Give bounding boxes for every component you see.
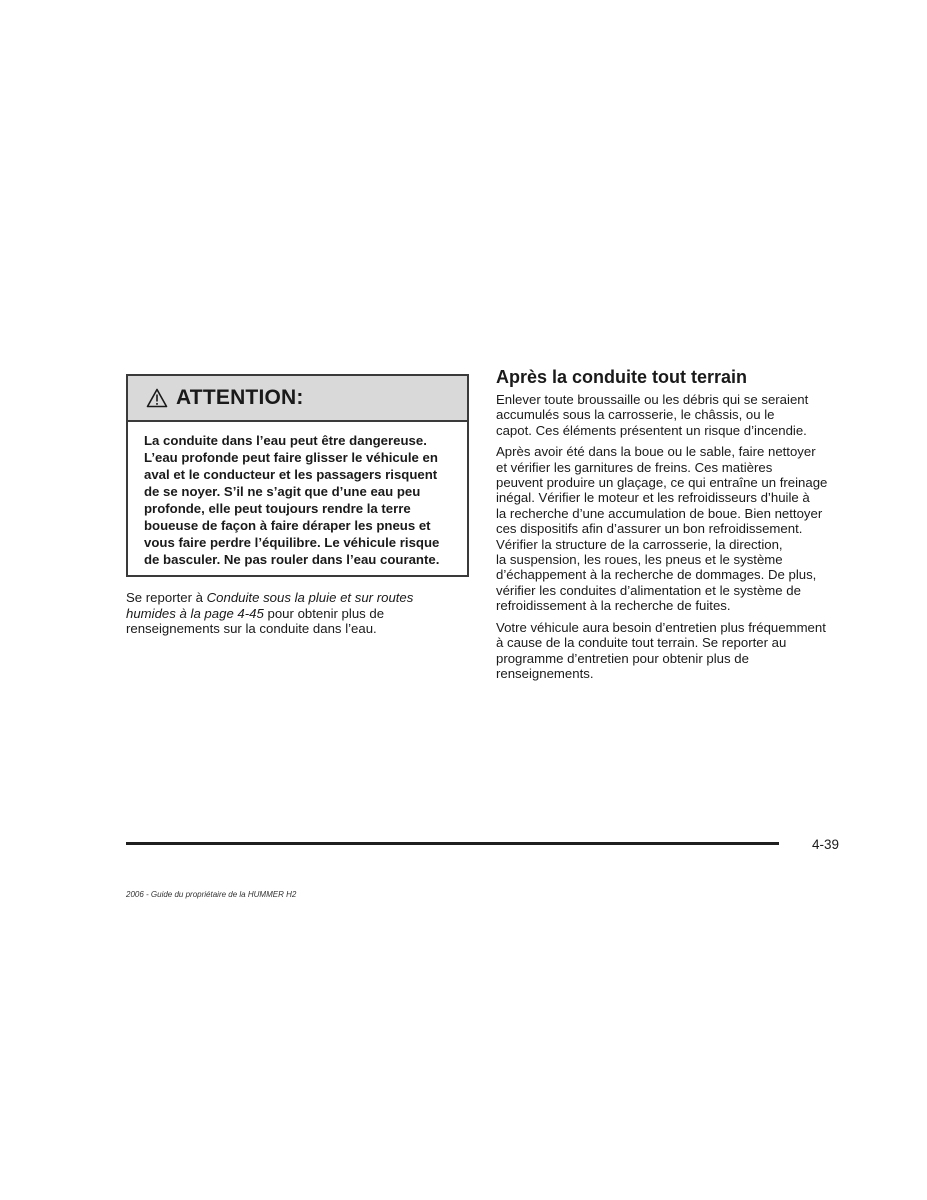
- warning-line: L’eau profonde peut faire glisser le véhicule en: [144, 450, 438, 465]
- page-number: 4-39: [812, 837, 840, 852]
- warning-line: La conduite dans l’eau peut être dangereuse.: [144, 433, 427, 448]
- cross-reference-line: renseignements sur la conduite dans l’eau.: [126, 621, 377, 636]
- cross-reference-paragraph: [126, 590, 471, 637]
- text-line: vérifier les conduites d’alimentation et le système de: [496, 582, 801, 598]
- text-line: renseignements.: [496, 665, 594, 681]
- text-line: à cause de la conduite tout terrain. Se reporter au: [496, 635, 787, 651]
- warning-line: boueuse de façon à faire déraper les pneus et: [144, 518, 431, 533]
- text-line: la recherche d’une accumulation de boue. Bien nettoyer: [496, 505, 823, 521]
- text-line: Enlever toute broussaille ou les débris qui se seraient: [496, 392, 809, 407]
- footer-rule: [126, 842, 779, 845]
- warning-triangle-icon: [146, 388, 168, 408]
- text-line: refroidissement à la recherche de fuites.: [496, 598, 731, 614]
- text-line: inégal. Vérifier le moteur et les refroidisseurs d’huile à: [496, 490, 810, 506]
- cross-reference-line: [126, 606, 471, 622]
- cross-reference-link[interactable]: Conduite sous la pluie et sur routes: [206, 590, 414, 605]
- warning-title: ATTENTION:: [176, 386, 304, 409]
- paragraph: [496, 620, 844, 682]
- cross-reference-suffix: pour obtenir plus de: [263, 605, 385, 621]
- footer-note: 2006 - Guide du propriétaire de la HUMMER H2: [126, 890, 297, 899]
- text-line: Après avoir été dans la boue ou le sable, faire nettoyer: [496, 444, 816, 460]
- cross-reference-link-page[interactable]: humides à la page 4-45: [126, 605, 264, 621]
- text-line: Vérifier la structure de la carrosserie, la direction,: [496, 536, 783, 552]
- attention-warning-box: [126, 374, 469, 577]
- text-line: programme d’entretien pour obtenir plus de: [496, 650, 749, 666]
- section-title: Après la conduite tout terrain: [496, 367, 748, 387]
- cross-reference-prefix: Se reporter à: [126, 590, 207, 605]
- text-line: Votre véhicule aura besoin d’entretien plus fréquemment: [496, 619, 826, 635]
- warning-line: aval et le conducteur et les passagers risquent: [144, 467, 438, 482]
- text-line: ces dispositifs afin d’assurer un bon refroidissement.: [496, 521, 803, 537]
- text-line: et vérifier les garnitures de freins. Ces matières: [496, 459, 773, 475]
- offroad-section: [496, 366, 844, 687]
- warning-header: [128, 376, 467, 422]
- text-line: d’échappement à la recherche de dommages. De plus,: [496, 567, 817, 583]
- warning-line: profonde, elle peut toujours rendre la terre: [144, 501, 411, 516]
- warning-line: de se noyer. S’il ne s’agit que d’une eau peu: [144, 484, 421, 499]
- text-line: peuvent produire un glaçage, ce qui entraîne un freinage: [496, 475, 828, 491]
- paragraph: [496, 392, 844, 438]
- warning-line: de basculer. Ne pas rouler dans l’eau courante.: [144, 552, 440, 567]
- paragraph: [496, 444, 844, 613]
- warning-line: vous faire perdre l’équilibre. Le véhicule risque: [144, 535, 440, 550]
- warning-body: [128, 422, 467, 568]
- text-line: accumulés sous la carrosserie, le châssis, ou le: [496, 407, 775, 423]
- cross-reference-line: [126, 590, 471, 606]
- text-line: capot. Ces éléments présentent un risque d’incendie.: [496, 422, 807, 438]
- text-line: la suspension, les roues, les pneus et le système: [496, 552, 783, 568]
